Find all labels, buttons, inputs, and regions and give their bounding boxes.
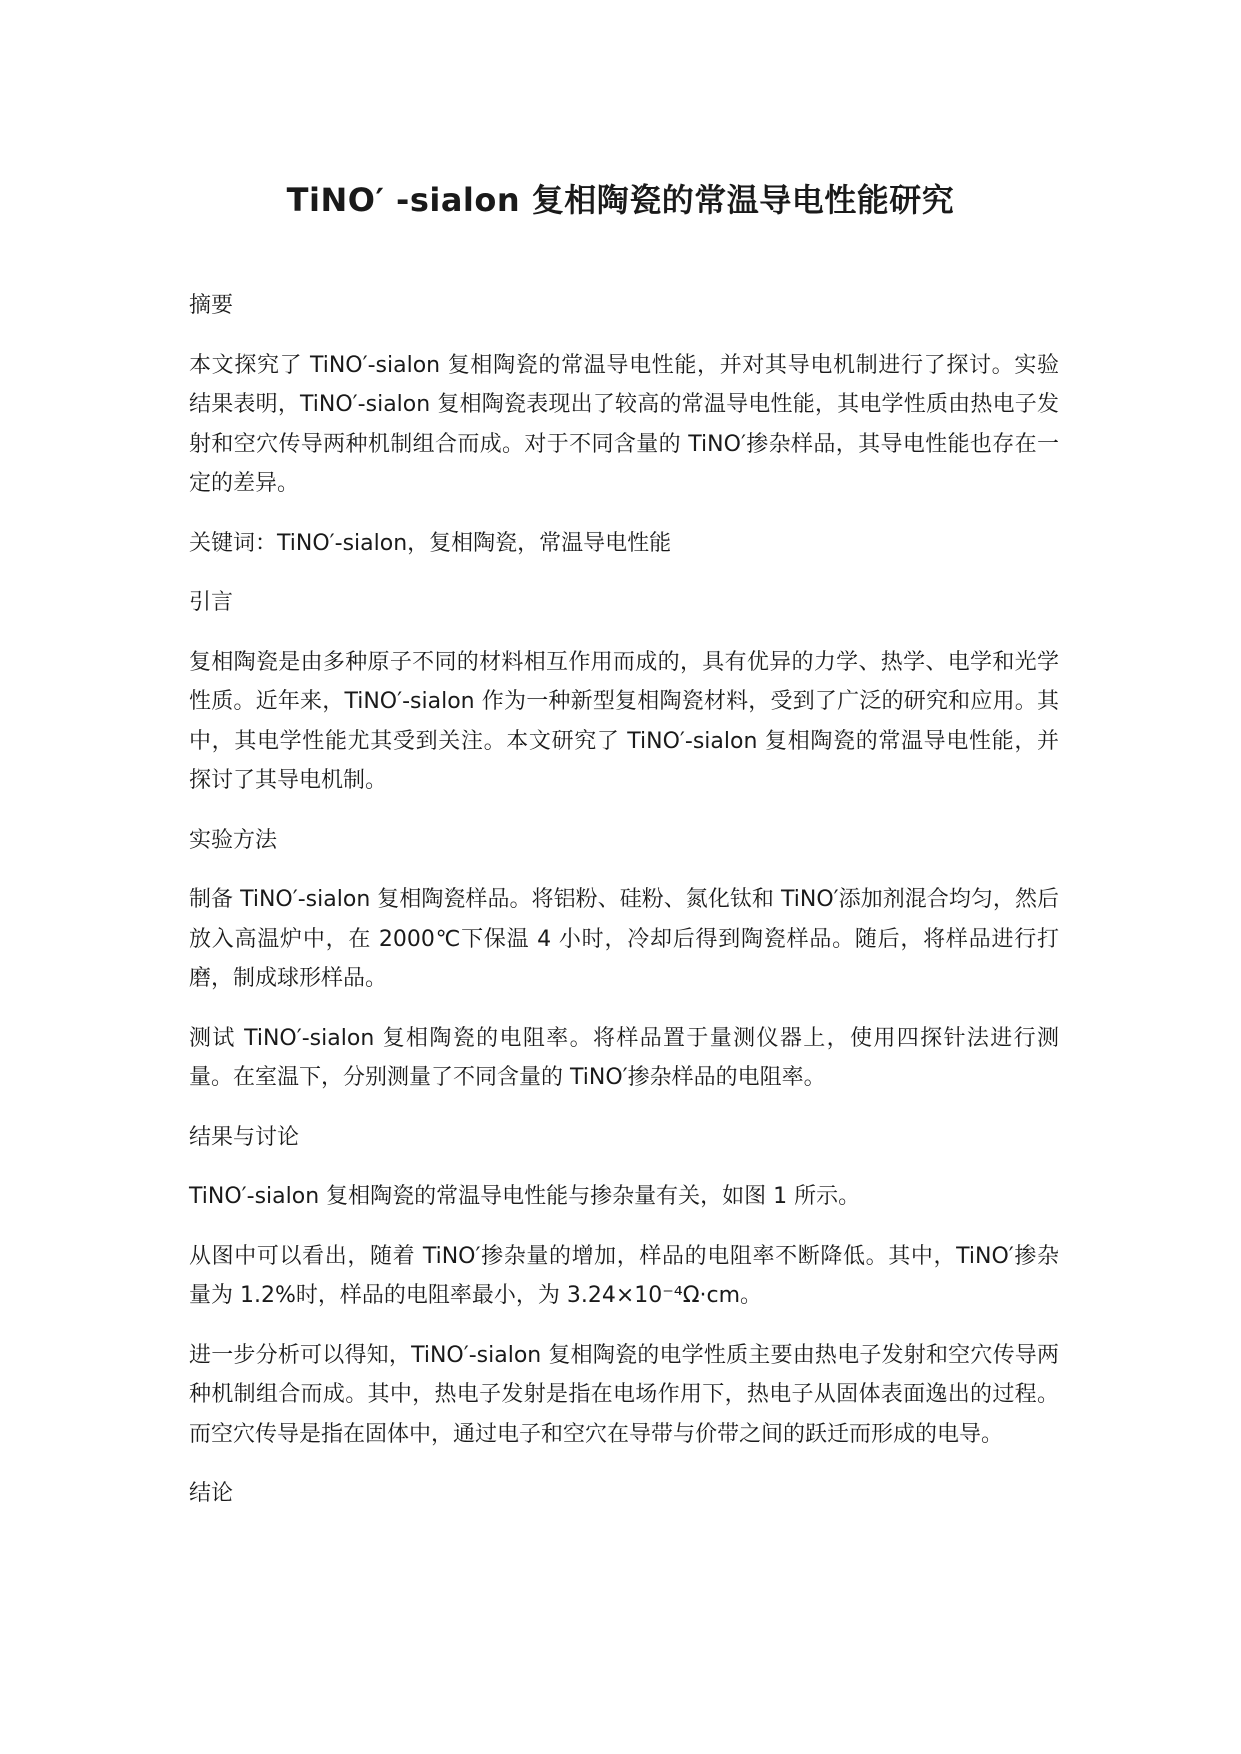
methods-paragraph-preparation: 制备 TiNO′-sialon 复相陶瓷样品。将铝粉、硅粉、氮化钛和 TiNO′添加剂混合均匀，然后放入高温炉中，在 2000℃下保温 4 小时，冷却后得到陶瓷样品。随后，将样品进行打磨，制成球形样品。: [189, 887, 1059, 991]
section-heading-introduction: 引言: [189, 590, 234, 615]
keywords-paragraph: 关键词：TiNO′-sialon，复相陶瓷，常温导电性能: [189, 530, 672, 556]
results-paragraph-1: TiNO′-sialon 复相陶瓷的常温导电性能与掺杂量有关，如图 1 所示。: [189, 1184, 861, 1209]
document-body: [189, 286, 1059, 1534]
section-heading-methods: 实验方法: [189, 827, 278, 853]
section-heading-conclusion: 结论: [189, 1481, 234, 1506]
document-title: TiNO′ -sialon 复相陶瓷的常温导电性能研究: [286, 181, 955, 219]
results-paragraph-2: 从图中可以看出，随着 TiNO′掺杂量的增加，样品的电阻率不断降低。其中，TiNO′掺杂量为 1.2%时，样品的电阻率最小，为 3.24×10⁻⁴Ω·cm。: [189, 1243, 1059, 1308]
introduction-paragraph: 复相陶瓷是由多种原子不同的材料相互作用而成的，具有优异的力学、热学、电学和光学性质。近年来，TiNO′-sialon 作为一种新型复相陶瓷材料，受到了广泛的研究和应用。其中，其电学性能尤其受到关注。本文研究了 TiNO′-sialon 复相陶瓷的常温导电性能，并探讨了其导电机制。: [189, 649, 1059, 793]
section-heading-results: 结果与讨论: [189, 1124, 300, 1150]
methods-paragraph-testing: 测试 TiNO′-sialon 复相陶瓷的电阻率。将样品置于量测仪器上，使用四探针法进行测量。在室温下，分别测量了不同含量的 TiNO′掺杂样品的电阻率。: [189, 1025, 1059, 1090]
abstract-paragraph: 本文探究了 TiNO′-sialon 复相陶瓷的常温导电性能，并对其导电机制进行了探讨。实验结果表明，TiNO′-sialon 复相陶瓷表现出了较高的常温导电性能，其电学性质由热电子发射和空穴传导两种机制组合而成。对于不同含量的 TiNO′掺杂样品，其导电性能也存在一定的差异。: [189, 352, 1059, 496]
section-heading-abstract: 摘要: [189, 293, 234, 318]
results-paragraph-3: 进一步分析可以得知，TiNO′-sialon 复相陶瓷的电学性质主要由热电子发射和空穴传导两种机制组合而成。其中，热电子发射是指在电场作用下，热电子从固体表面逸出的过程。而空穴传导是指在固体中，通过电子和空穴在导带与价带之间的跃迁而形成的电导。: [189, 1342, 1059, 1447]
